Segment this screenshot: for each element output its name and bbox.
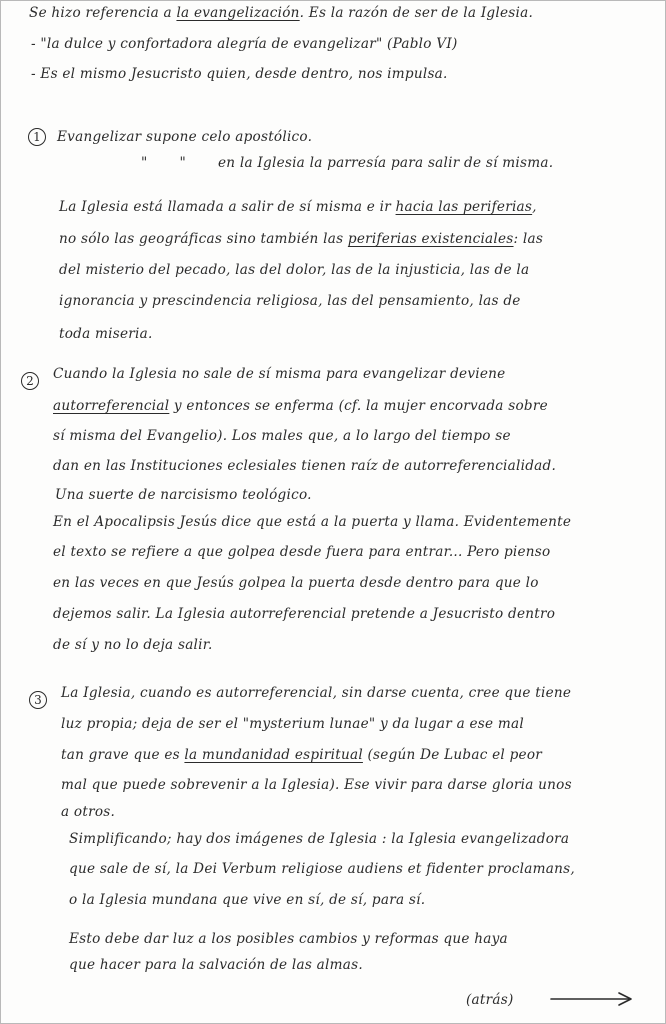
point-3-line-4: mal que puede sobrevenir a la Iglesia). Ese vivir para darse gloria unos: [61, 777, 572, 793]
point-2-line-3: sí misma del Evangelio). Los males que, a lo largo del tiempo se: [53, 428, 511, 444]
intro-line-2: - "la dulce y confortadora alegría de evangelizar" (Pablo VI): [31, 36, 458, 52]
intro-line-3: - Es el mismo Jesucristo quien, desde dentro, nos impulsa.: [31, 66, 448, 82]
point-1-line-7: toda miseria.: [59, 326, 153, 342]
point-1-number: 1: [28, 128, 46, 146]
point-3-line-1: La Iglesia, cuando es autorreferencial, sin darse cuenta, cree que tiene: [61, 685, 572, 701]
point-2-line-5: Una suerte de narcisismo teológico.: [55, 487, 312, 503]
right-arrow-icon: [549, 991, 635, 1007]
point-3-line-8: o la Iglesia mundana que vive en sí, de sí, para sí.: [69, 892, 426, 908]
point-3-line-5: a otros.: [61, 804, 116, 820]
point-1-line-3: La Iglesia está llamada a salir de sí misma e ir hacia las periferias,: [59, 199, 537, 215]
point-1-line-4: no sólo las geográficas sino también las periferias existenciales: las: [59, 231, 544, 247]
point-3-line-10: que hacer para la salvación de las almas.: [69, 957, 363, 973]
point-2-line-6: En el Apocalipsis Jesús dice que está a la puerta y llama. Evidentemente: [53, 514, 572, 530]
point-1-line-1: Evangelizar supone celo apostólico.: [57, 129, 313, 145]
point-3-number: 3: [29, 691, 47, 709]
underlined-periferias-existenciales: periferias existenciales: [347, 231, 514, 247]
point-1-line-5: del misterio del pecado, las del dolor, las de la injusticia, las de la: [59, 262, 530, 278]
intro-line-1: Se hizo referencia a la evangelización. Es la razón de ser de la Iglesia.: [29, 5, 534, 21]
point-3-line-6: Simplificando; hay dos imágenes de Iglesia : la Iglesia evangelizadora: [69, 831, 570, 847]
point-2-line-9: dejemos salir. La Iglesia autorreferencial pretende a Jesucristo dentro: [53, 606, 556, 622]
point-2-line-8: en las veces en que Jesús golpea la puerta desde dentro para que lo: [53, 575, 539, 591]
underlined-autorreferencial: autorreferencial: [53, 398, 170, 414]
turn-page-note: (atrás): [466, 992, 514, 1008]
point-2-line-2: autorreferencial y entonces se enferma (cf. la mujer encorvada sobre: [53, 398, 548, 414]
point-3-line-2: luz propia; deja de ser el "mysterium lunae" y da lugar a ese mal: [61, 716, 524, 732]
point-3-line-3: tan grave que es la mundanidad espiritual (según De Lubac el peor: [61, 747, 543, 763]
underlined-periferias: hacia las periferias: [395, 199, 533, 215]
underlined-evangelizacion: la evangelización: [176, 5, 300, 21]
point-3-line-9: Esto debe dar luz a los posibles cambios y reformas que haya: [69, 931, 508, 947]
point-1-line-6: ignorancia y prescindencia religiosa, las del pensamiento, las de: [59, 293, 521, 309]
point-1-line-2: " " en la Iglesia la parresía para salir de sí misma.: [141, 155, 554, 171]
point-2-line-10: de sí y no lo deja salir.: [53, 637, 213, 653]
point-2-number: 2: [21, 372, 39, 390]
point-2-line-1: Cuando la Iglesia no sale de sí misma para evangelizar deviene: [53, 366, 506, 382]
point-2-line-4: dan en las Instituciones eclesiales tienen raíz de autorreferencialidad.: [53, 458, 557, 474]
point-2-line-7: el texto se refiere a que golpea desde fuera para entrar... Pero pienso: [53, 544, 551, 560]
underlined-mundanidad-espiritual: la mundanidad espiritual: [184, 747, 363, 763]
point-3-line-7: que sale de sí, la Dei Verbum religiose audiens et fidenter proclamans,: [69, 861, 575, 877]
